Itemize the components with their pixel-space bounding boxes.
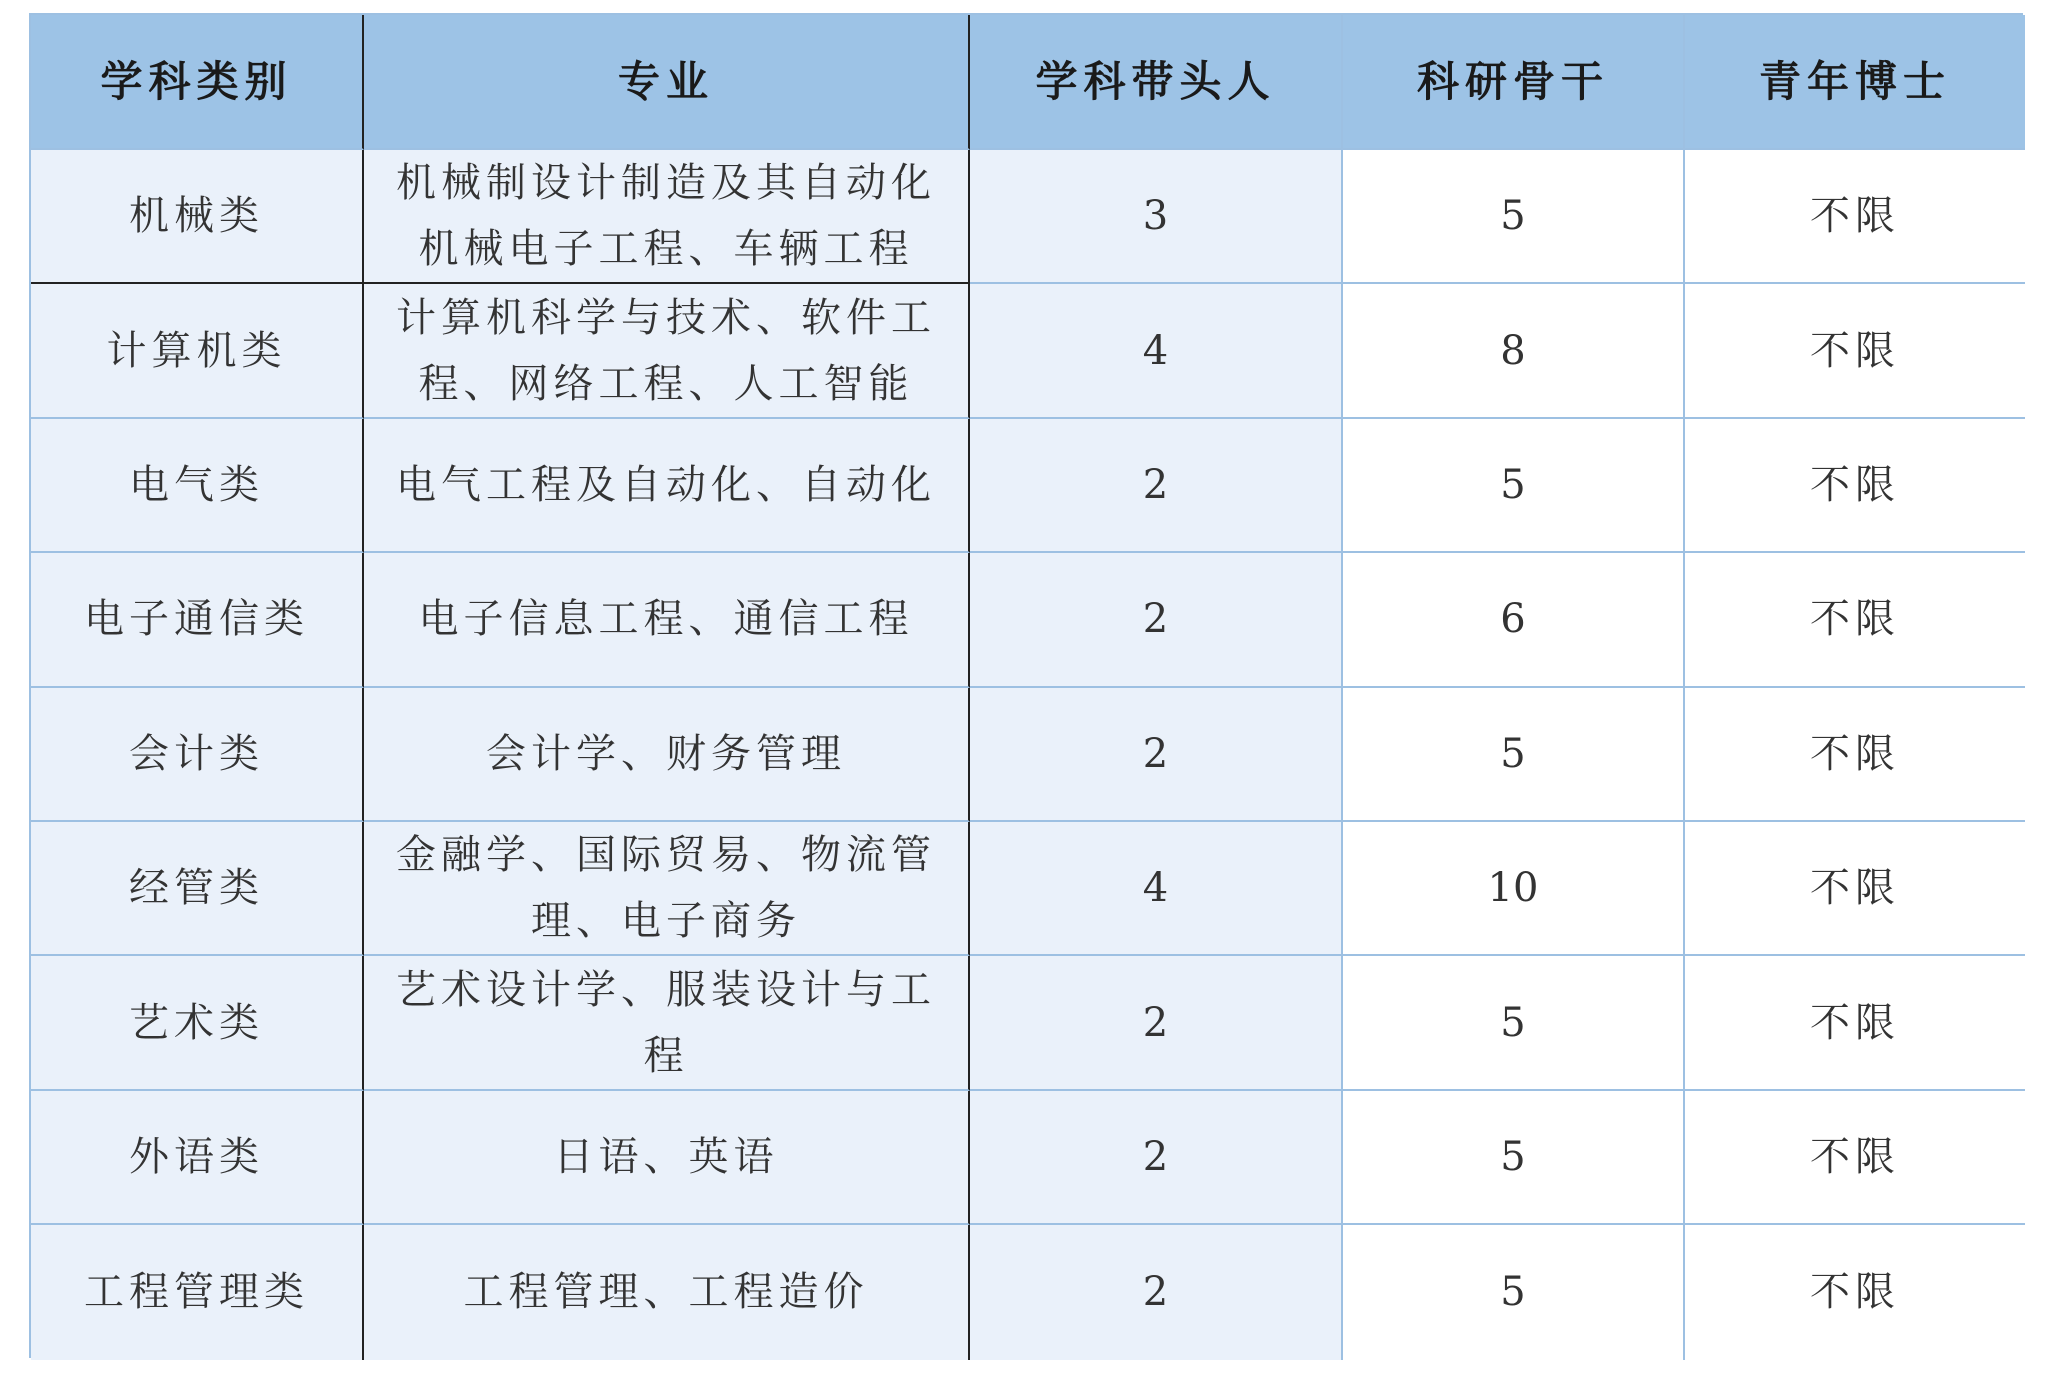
majors-cell: [364, 822, 970, 956]
leaders-cell: 2: [970, 419, 1343, 553]
category-cell: 电子通信类: [31, 553, 364, 687]
leaders-cell: 2: [970, 553, 1343, 687]
category-cell: 电气类: [31, 419, 364, 553]
backbone-cell: 5: [1343, 1091, 1685, 1225]
majors-text: 机械制设计制造及其自动化机械电子工程、车辆工程: [396, 160, 936, 273]
leaders-cell: 2: [970, 1091, 1343, 1225]
majors-cell: [364, 1091, 970, 1225]
leaders-cell: 2: [970, 1225, 1343, 1359]
backbone-cell: 5: [1343, 956, 1685, 1090]
backbone-cell: 5: [1343, 1225, 1685, 1359]
leaders-cell: 2: [970, 688, 1343, 822]
doctors-cell: 不限: [1685, 1091, 2025, 1225]
category-cell: 外语类: [31, 1091, 364, 1225]
majors-text: 计算机科学与技术、软件工程、网络工程、人工智能: [396, 294, 936, 407]
doctors-cell: 不限: [1685, 150, 2025, 284]
category-cell: 机械类: [31, 150, 364, 284]
header-doctors: 青年博士: [1685, 15, 2025, 150]
backbone-cell: 5: [1343, 150, 1685, 284]
majors-cell: [364, 956, 970, 1090]
backbone-cell: 8: [1343, 284, 1685, 418]
doctors-cell: 不限: [1685, 553, 2025, 687]
header-category: 学科类别: [31, 15, 364, 150]
majors-text: 日语、英语: [553, 1133, 779, 1180]
category-cell: 工程管理类: [31, 1225, 364, 1359]
leaders-cell: 4: [970, 822, 1343, 956]
majors-cell: [364, 553, 970, 687]
leaders-cell: 2: [970, 956, 1343, 1090]
backbone-cell: 5: [1343, 419, 1685, 553]
header-leaders: 学科带头人: [970, 15, 1343, 150]
header-majors: 专业: [364, 15, 970, 150]
majors-text: 工程管理、工程造价: [463, 1269, 869, 1316]
leaders-cell: 3: [970, 150, 1343, 284]
majors-cell: [364, 419, 970, 553]
doctors-cell: 不限: [1685, 688, 2025, 822]
majors-text: 艺术设计学、服装设计与工程: [396, 966, 936, 1079]
category-cell: 经管类: [31, 822, 364, 956]
category-cell: 计算机类: [31, 284, 364, 418]
backbone-cell: 10: [1343, 822, 1685, 956]
category-cell: 艺术类: [31, 956, 364, 1090]
backbone-cell: 5: [1343, 688, 1685, 822]
majors-cell: [364, 150, 970, 284]
majors-text: 会计学、财务管理: [486, 730, 846, 777]
majors-text: 电气工程及自动化、自动化: [396, 461, 936, 508]
doctors-cell: 不限: [1685, 822, 2025, 956]
doctors-cell: 不限: [1685, 956, 2025, 1090]
doctors-cell: 不限: [1685, 284, 2025, 418]
category-cell: 会计类: [31, 688, 364, 822]
recruitment-table: [29, 13, 2023, 1358]
majors-cell: [364, 1225, 970, 1359]
majors-text: 金融学、国际贸易、物流管理、电子商务: [396, 832, 936, 945]
majors-text: 电子信息工程、通信工程: [418, 596, 914, 643]
doctors-cell: 不限: [1685, 419, 2025, 553]
doctors-cell: 不限: [1685, 1225, 2025, 1359]
leaders-cell: 4: [970, 284, 1343, 418]
header-backbone: 科研骨干: [1343, 15, 1685, 150]
backbone-cell: 6: [1343, 553, 1685, 687]
majors-cell: [364, 688, 970, 822]
majors-cell: [364, 284, 970, 418]
